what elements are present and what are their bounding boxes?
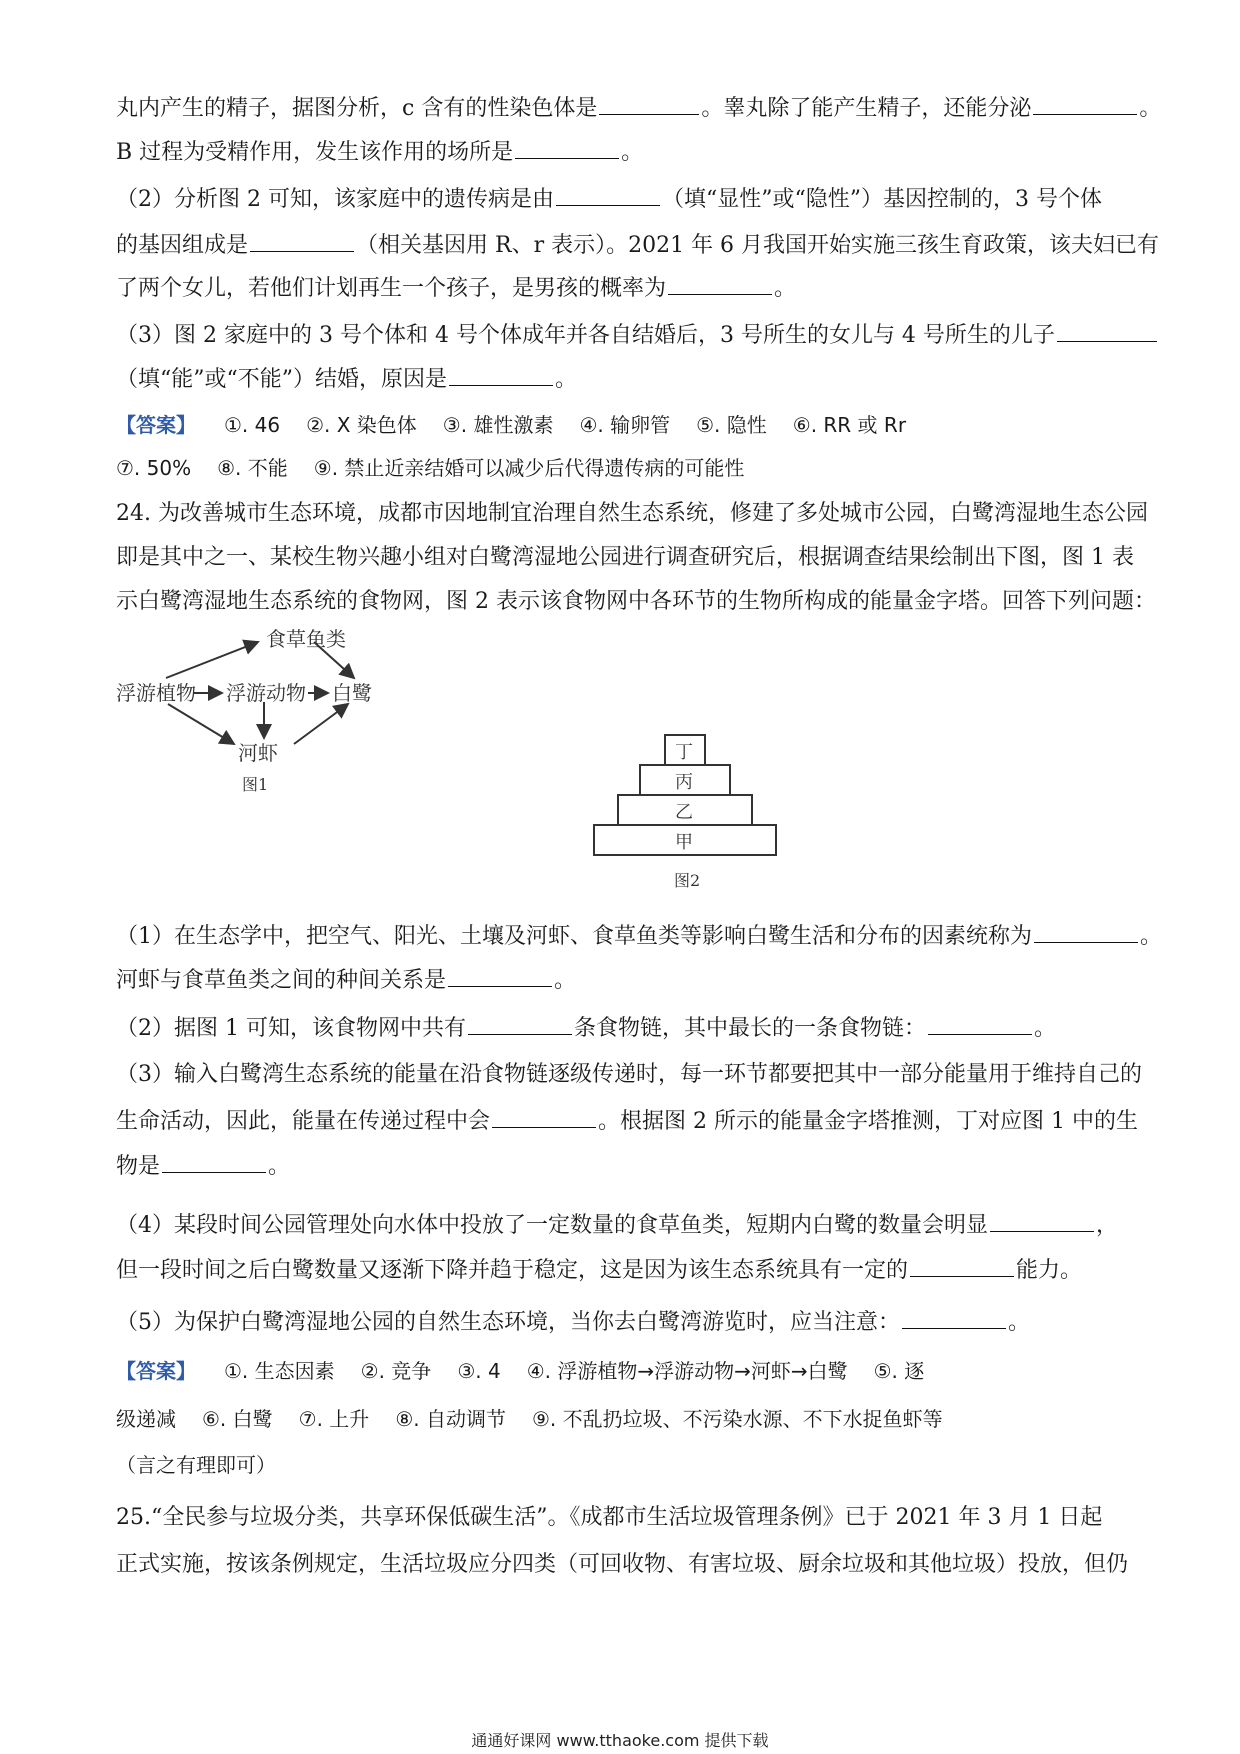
answer-blank bbox=[515, 136, 619, 159]
level-ding: 丁 bbox=[675, 742, 693, 763]
q24-answers-line-3: （言之有理即可） bbox=[116, 1453, 276, 1477]
text: 。 bbox=[268, 1154, 291, 1179]
node-phytoplankton: 浮游植物 bbox=[116, 681, 196, 705]
text: 。 bbox=[774, 276, 797, 301]
text: 但一段时间之后白鹭数量又逐渐下降并趋于稳定，这是因为该生态系统具有一定的 bbox=[116, 1258, 909, 1283]
answer-item: ③. 4 bbox=[457, 1359, 501, 1383]
text: （相关基因用 R、r 表示）。2021 年 6 月我国开始实施三孩生育政策，该夫妇已有 bbox=[356, 233, 1160, 258]
node-egret: 白鹭 bbox=[332, 681, 372, 705]
node-zooplankton: 浮游动物 bbox=[226, 681, 306, 705]
answer-item: ⑤. 隐性 bbox=[696, 413, 767, 437]
text: 。 bbox=[1140, 924, 1163, 949]
q24-part4-line-2 bbox=[116, 1254, 1126, 1286]
q24-part5-line bbox=[116, 1306, 1126, 1338]
figure-2-caption: 图2 bbox=[674, 871, 701, 890]
answer-item: ⑥. 白鹭 bbox=[202, 1407, 273, 1431]
answer-item: ②. X 染色体 bbox=[306, 413, 417, 437]
level-jia: 甲 bbox=[675, 832, 693, 853]
answer-blank bbox=[556, 183, 660, 206]
text: （填“能”或“不能”）结婚，原因是 bbox=[116, 367, 447, 392]
text: 。 bbox=[554, 968, 577, 993]
text: 的基因组成是 bbox=[116, 233, 249, 258]
arrow-phyto-to-fish bbox=[166, 642, 258, 678]
q23-line-2 bbox=[116, 136, 1126, 168]
answer-item: ⑥. RR 或 Rr bbox=[792, 413, 907, 437]
text: 。 bbox=[1034, 1016, 1057, 1041]
text: （2）据图 1 可知，该食物网中共有 bbox=[116, 1016, 466, 1041]
text: 。睾丸除了能产生精子，还能分泌 bbox=[701, 96, 1032, 121]
answer-item: ①. 46 bbox=[224, 413, 281, 437]
q24-line-1: 24. 为改善城市生态环境，成都市因地制宜治理自然生态系统，修建了多处城市公园，白鹭湾湿地生态公园 bbox=[116, 501, 1148, 526]
answer-blank bbox=[468, 1012, 572, 1035]
text: 。根据图 2 所示的能量金字塔推测，丁对应图 1 中的生 bbox=[598, 1109, 1138, 1134]
text: 条食物链，其中最长的一条食物链： bbox=[573, 1016, 926, 1041]
answer-item: ③. 雄性激素 bbox=[442, 413, 554, 437]
answer-blank bbox=[162, 1150, 266, 1173]
node-river-shrimp: 河虾 bbox=[238, 741, 278, 765]
text: （5）为保护白鹭湾湿地公园的自然生态环境，当你去白鹭湾游览时，应当注意： bbox=[116, 1310, 900, 1335]
q24-answers-line-2 bbox=[116, 1404, 1126, 1434]
text: （4）某段时间公园管理处向水体中投放了一定数量的食草鱼类，短期内白鹭的数量会明显 bbox=[116, 1213, 989, 1238]
text: 了两个女儿，若他们计划再生一个孩子，是男孩的概率为 bbox=[116, 276, 667, 301]
q24-part3-line-2 bbox=[116, 1105, 1138, 1137]
answer-blank bbox=[449, 363, 553, 386]
q25-line-1: 25.“全民参与垃圾分类，共享环保低碳生活”。《成都市生活垃圾管理条例》已于 2021 年 3 月 1 日起 bbox=[116, 1505, 1103, 1530]
text: 。 bbox=[621, 140, 644, 165]
answer-item: ②. 竞争 bbox=[360, 1359, 432, 1383]
text: 丸内产生的精子，据图分析，c 含有的性染色体是 bbox=[116, 96, 598, 121]
answer-blank bbox=[990, 1209, 1094, 1232]
arrow-shrimp-to-egret bbox=[294, 704, 348, 744]
page-footer: 通通好课网 www.tthaoke.com 提供下载 bbox=[471, 1731, 769, 1750]
answer-item: ⑤. 逐 bbox=[873, 1359, 925, 1383]
q23-line-3 bbox=[116, 183, 1126, 215]
q23-line-4 bbox=[116, 229, 1160, 261]
text: B 过程为受精作用，发生该作用的场所是 bbox=[116, 140, 514, 165]
answer-item: ④. 浮游植物→浮游动物→河虾→白鹭 bbox=[526, 1359, 848, 1383]
answer-blank bbox=[910, 1254, 1014, 1277]
answer-item: ①. 生态因素 bbox=[224, 1359, 335, 1383]
q24-answers-line-1 bbox=[116, 1356, 1126, 1386]
q24-part2-line bbox=[116, 1012, 1126, 1044]
text: （1）在生态学中，把空气、阳光、土壤及河虾、食草鱼类等影响白鹭生活和分布的因素统称为 bbox=[116, 924, 1033, 949]
answer-blank bbox=[599, 92, 699, 115]
q24-part1-line-1 bbox=[116, 920, 1163, 952]
answer-item: ⑧. 不能 bbox=[217, 456, 288, 480]
text: 。 bbox=[555, 367, 578, 392]
q23-line-5 bbox=[116, 272, 1126, 304]
answer-blank bbox=[1033, 92, 1137, 115]
q24-part3-line-1: （3）输入白鹭湾生态系统的能量在沿食物链逐级传递时，每一环节都要把其中一部分能量用于维持自己的 bbox=[116, 1062, 1143, 1087]
figure-1-caption: 图1 bbox=[242, 775, 269, 794]
answer-label: 【答案】 bbox=[116, 413, 196, 437]
level-yi: 乙 bbox=[675, 802, 693, 823]
answer-item: ⑦. 上升 bbox=[298, 1407, 370, 1431]
text: 。 bbox=[1008, 1310, 1031, 1335]
q24-part1-line-2 bbox=[116, 964, 1126, 996]
q23-answers-line-1 bbox=[116, 410, 1126, 440]
text: （3）图 2 家庭中的 3 号个体和 4 号个体成年并各自结婚后，3 号所生的女儿与 4 号所生的儿子 bbox=[116, 323, 1055, 348]
answer-blank bbox=[448, 964, 552, 987]
answer-blank bbox=[1057, 319, 1157, 342]
answer-item: ⑧. 自动调节 bbox=[395, 1407, 506, 1431]
answer-item: ④. 输卵管 bbox=[579, 413, 671, 437]
q24-part4-line-1 bbox=[116, 1209, 1126, 1241]
text: ， bbox=[1096, 1213, 1119, 1238]
answer-blank bbox=[928, 1012, 1032, 1035]
text: 物是 bbox=[116, 1154, 161, 1179]
text: （2）分析图 2 可知，该家庭中的遗传病是由 bbox=[116, 187, 554, 212]
q25-line-2: 正式实施，按该条例规定，生活垃圾应分四类（可回收物、有害垃圾、厨余垃圾和其他垃圾）投放，但仍 bbox=[116, 1552, 1129, 1577]
answer-blank bbox=[250, 229, 354, 252]
text: 能力。 bbox=[1016, 1258, 1083, 1283]
answer-item: 级递减 bbox=[116, 1407, 176, 1431]
answer-label: 【答案】 bbox=[116, 1359, 196, 1383]
answer-blank bbox=[902, 1306, 1006, 1329]
q24-line-3: 示白鹭湾湿地生态系统的食物网，图 2 表示该食物网中各环节的生物所构成的能量金字塔。回答下列问题： bbox=[116, 589, 1156, 614]
answer-blank bbox=[668, 272, 772, 295]
text: 生命活动，因此，能量在传递过程中会 bbox=[116, 1109, 491, 1134]
figure-1-food-web bbox=[116, 620, 436, 810]
q23-line-6 bbox=[116, 319, 1126, 351]
answer-blank bbox=[492, 1105, 596, 1128]
q24-part3-line-3 bbox=[116, 1150, 1126, 1182]
node-herbivorous-fish: 食草鱼类 bbox=[266, 627, 346, 651]
answer-item: ⑨. 禁止近亲结婚可以减少后代得遗传病的可能性 bbox=[313, 456, 745, 480]
q23-answers-line-2 bbox=[116, 453, 1126, 483]
text: （填“显性”或“隐性”）基因控制的，3 号个体 bbox=[661, 187, 1102, 212]
text: 。 bbox=[1139, 96, 1162, 121]
answer-blank bbox=[1034, 920, 1138, 943]
arrow-phyto-to-shrimp bbox=[168, 704, 234, 744]
figure-2-energy-pyramid bbox=[590, 720, 820, 900]
q23-line-1 bbox=[116, 92, 1162, 124]
q23-line-7 bbox=[116, 363, 1126, 395]
level-bing: 丙 bbox=[675, 772, 693, 793]
answer-item: ⑨. 不乱扔垃圾、不污染水源、不下水捉鱼虾等 bbox=[531, 1407, 943, 1431]
q24-line-2: 即是其中之一、某校生物兴趣小组对白鹭湾湿地公园进行调查研究后，根据调查结果绘制出下图，图 1 表 bbox=[116, 545, 1134, 570]
answer-item: ⑦. 50% bbox=[116, 456, 192, 480]
text: 河虾与食草鱼类之间的种间关系是 bbox=[116, 968, 447, 993]
